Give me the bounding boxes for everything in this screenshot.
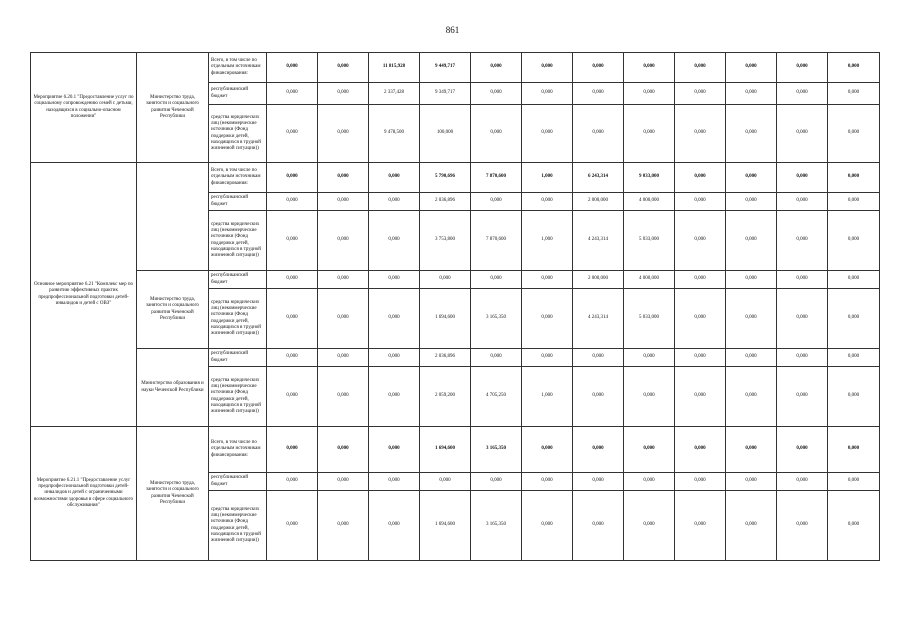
value-cell: 2 000,000 <box>573 193 624 211</box>
value-cell: 0,000 <box>369 367 420 427</box>
event-name-cell: Мероприятие 6.20.1 "Предоставление услуг по социальному сопровождению семей с детьми, находящихся в социально-опасном положении" <box>31 53 137 163</box>
responsible-cell: Министерство образования и науки Чеченской Республики <box>137 349 209 427</box>
value-cell: 0,000 <box>267 289 318 349</box>
value-cell: 0,000 <box>777 367 828 427</box>
value-cell: 0,000 <box>675 105 726 163</box>
value-cell: 0,000 <box>675 211 726 271</box>
value-cell: 0,000 <box>369 427 420 473</box>
value-cell: 0,000 <box>318 163 369 193</box>
value-cell: 0,000 <box>522 193 573 211</box>
responsible-cell: Министерство труда, занятости и социального развития Чеченской Республики <box>137 271 209 349</box>
value-cell: 4 000,000 <box>624 271 675 289</box>
value-cell: 3 753,800 <box>420 211 471 271</box>
funding-source-cell: Всего, в том числе по отдельным источникам финансирования: <box>209 53 267 83</box>
value-cell: 1 694,600 <box>420 427 471 473</box>
value-cell: 0,000 <box>522 271 573 289</box>
funding-source-cell: республиканский бюджет <box>209 473 267 491</box>
table-row <box>31 349 880 367</box>
value-cell: 9 349,717 <box>420 83 471 105</box>
value-cell: 0,000 <box>624 473 675 491</box>
value-cell: 1,000 <box>522 367 573 427</box>
value-cell: 0,000 <box>573 83 624 105</box>
value-cell: 0,000 <box>318 105 369 163</box>
value-cell: 0,000 <box>267 367 318 427</box>
value-cell: 0,000 <box>777 105 828 163</box>
value-cell: 0,000 <box>828 427 880 473</box>
page-number: 861 <box>445 25 460 35</box>
value-cell: 0,000 <box>777 211 828 271</box>
value-cell: 2 000,000 <box>573 271 624 289</box>
funding-source-cell: республиканский бюджет <box>209 349 267 367</box>
responsible-cell <box>137 163 209 271</box>
value-cell: 0,000 <box>828 53 880 83</box>
value-cell: 0,000 <box>267 163 318 193</box>
value-cell: 0,000 <box>318 53 369 83</box>
value-cell: 3 165,350 <box>471 427 522 473</box>
value-cell: 0,000 <box>522 427 573 473</box>
value-cell: 0,000 <box>726 349 777 367</box>
value-cell: 0,000 <box>471 271 522 289</box>
value-cell: 1,000 <box>522 163 573 193</box>
funding-source-cell: Всего, в том числе по отдельным источникам финансирования: <box>209 427 267 473</box>
budget-table <box>30 52 880 561</box>
value-cell: 0,000 <box>318 473 369 491</box>
funding-source-cell: средства юридических лиц (некоммерческие источники (Фонд поддержки детей, находящихся в трудной жизненной ситуации)) <box>209 289 267 349</box>
value-cell: 0,000 <box>369 473 420 491</box>
value-cell: 0,000 <box>522 53 573 83</box>
value-cell: 5 790,696 <box>420 163 471 193</box>
value-cell: 2 036,896 <box>420 193 471 211</box>
funding-source-cell: средства юридических лиц (некоммерческие источники (Фонд поддержки детей, находящихся в трудной жизненной ситуации)) <box>209 367 267 427</box>
value-cell: 100,000 <box>420 105 471 163</box>
value-cell: 5 033,000 <box>624 211 675 271</box>
value-cell: 4 000,000 <box>624 193 675 211</box>
value-cell: 0,000 <box>318 211 369 271</box>
value-cell: 0,000 <box>573 427 624 473</box>
value-cell: 0,000 <box>624 367 675 427</box>
value-cell: 0,000 <box>726 427 777 473</box>
value-cell: 0,000 <box>471 83 522 105</box>
value-cell: 0,000 <box>828 163 880 193</box>
value-cell: 0,000 <box>318 83 369 105</box>
value-cell: 0,000 <box>675 491 726 561</box>
value-cell: 0,000 <box>828 211 880 271</box>
funding-source-cell: республиканский бюджет <box>209 193 267 211</box>
value-cell: 0,000 <box>573 53 624 83</box>
value-cell: 0,000 <box>624 53 675 83</box>
value-cell: 0,000 <box>726 53 777 83</box>
value-cell: 0,000 <box>777 53 828 83</box>
value-cell: 0,000 <box>471 105 522 163</box>
value-cell: 0,000 <box>777 163 828 193</box>
value-cell: 9 478,500 <box>369 105 420 163</box>
event-name-cell: Основное мероприятие 6.21 "Комплекс мер по развитию эффективных практик предпрофессиональной подготовки детей-инвалидов и детей с ОВЗ" <box>31 163 137 427</box>
value-cell: 0,000 <box>726 105 777 163</box>
value-cell: 0,000 <box>726 367 777 427</box>
value-cell: 0,000 <box>675 367 726 427</box>
value-cell: 0,000 <box>828 289 880 349</box>
value-cell: 0,000 <box>573 367 624 427</box>
value-cell: 0,000 <box>675 289 726 349</box>
value-cell: 2 036,896 <box>420 349 471 367</box>
value-cell: 0,000 <box>522 83 573 105</box>
value-cell: 0,000 <box>318 491 369 561</box>
value-cell: 0,000 <box>777 271 828 289</box>
value-cell: 0,000 <box>726 193 777 211</box>
value-cell: 0,000 <box>573 491 624 561</box>
event-name-cell: Мероприятие 6.21.1 "Предоставление услуг предпрофессиональной подготовки детей-инвалидов и детей с ограниченными возможностями здоровья в сфере социального обслуживания" <box>31 427 137 561</box>
value-cell: 0,000 <box>318 271 369 289</box>
value-cell: 0,000 <box>267 211 318 271</box>
value-cell: 1 694,600 <box>420 289 471 349</box>
value-cell: 0,000 <box>828 83 880 105</box>
funding-source-cell: средства юридических лиц (некоммерческие источники (Фонд поддержки детей, находящихся в трудной жизненной ситуации)) <box>209 105 267 163</box>
value-cell: 0,000 <box>573 473 624 491</box>
value-cell: 0,000 <box>522 491 573 561</box>
value-cell: 0,000 <box>471 473 522 491</box>
value-cell: 0,000 <box>369 211 420 271</box>
value-cell: 0,000 <box>675 193 726 211</box>
value-cell: 0,000 <box>675 473 726 491</box>
value-cell: 0,000 <box>726 211 777 271</box>
value-cell: 0,000 <box>318 289 369 349</box>
value-cell: 0,000 <box>624 491 675 561</box>
value-cell: 0,000 <box>675 83 726 105</box>
value-cell: 0,000 <box>318 193 369 211</box>
value-cell: 7 870,600 <box>471 163 522 193</box>
value-cell: 0,000 <box>777 491 828 561</box>
value-cell: 3 165,350 <box>471 289 522 349</box>
value-cell: 1,000 <box>522 211 573 271</box>
value-cell: 0,000 <box>726 83 777 105</box>
value-cell: 0,000 <box>420 271 471 289</box>
value-cell: 0,000 <box>675 349 726 367</box>
value-cell: 0,000 <box>420 473 471 491</box>
value-cell: 0,000 <box>369 163 420 193</box>
value-cell: 0,000 <box>777 83 828 105</box>
value-cell: 0,000 <box>573 349 624 367</box>
value-cell: 0,000 <box>369 289 420 349</box>
value-cell: 0,000 <box>675 271 726 289</box>
value-cell: 0,000 <box>624 427 675 473</box>
value-cell: 0,000 <box>522 473 573 491</box>
value-cell: 0,000 <box>369 491 420 561</box>
value-cell: 0,000 <box>369 349 420 367</box>
responsible-cell: Министерство труда, занятости и социального развития Чеченской Республики <box>137 427 209 561</box>
value-cell: 0,000 <box>522 289 573 349</box>
value-cell: 0,000 <box>267 427 318 473</box>
funding-source-cell: Всего, в том числе по отдельным источникам финансирования: <box>209 163 267 193</box>
table-row <box>31 427 880 473</box>
value-cell: 0,000 <box>777 427 828 473</box>
value-cell: 0,000 <box>318 427 369 473</box>
funding-source-cell: республиканский бюджет <box>209 83 267 105</box>
value-cell: 0,000 <box>828 473 880 491</box>
value-cell: 0,000 <box>267 473 318 491</box>
value-cell: 0,000 <box>726 163 777 193</box>
funding-source-cell: средства юридических лиц (некоммерческие источники (Фонд поддержки детей, находящихся в трудной жизненной ситуации)) <box>209 491 267 561</box>
funding-source-cell: средства юридических лиц (некоммерческие источники (Фонд поддержки детей, находящихся в трудной жизненной ситуации)) <box>209 211 267 271</box>
value-cell: 4 243,314 <box>573 289 624 349</box>
value-cell: 2 337,428 <box>369 83 420 105</box>
value-cell: 0,000 <box>675 53 726 83</box>
value-cell: 0,000 <box>828 193 880 211</box>
value-cell: 0,000 <box>777 473 828 491</box>
value-cell: 0,000 <box>369 271 420 289</box>
value-cell: 0,000 <box>573 105 624 163</box>
value-cell: 0,000 <box>318 349 369 367</box>
value-cell: 9 033,000 <box>624 163 675 193</box>
table-row <box>31 53 880 83</box>
value-cell: 0,000 <box>726 271 777 289</box>
value-cell: 0,000 <box>267 349 318 367</box>
value-cell: 0,000 <box>624 349 675 367</box>
value-cell: 6 243,314 <box>573 163 624 193</box>
value-cell: 1 694,600 <box>420 491 471 561</box>
value-cell: 0,000 <box>828 105 880 163</box>
value-cell: 11 815,928 <box>369 53 420 83</box>
value-cell: 0,000 <box>675 163 726 193</box>
value-cell: 0,000 <box>318 367 369 427</box>
value-cell: 5 033,000 <box>624 289 675 349</box>
value-cell: 0,000 <box>471 193 522 211</box>
value-cell: 0,000 <box>726 289 777 349</box>
table-body <box>31 53 880 561</box>
value-cell: 9 449,717 <box>420 53 471 83</box>
value-cell: 0,000 <box>471 349 522 367</box>
funding-source-cell: республиканский бюджет <box>209 271 267 289</box>
value-cell: 0,000 <box>828 367 880 427</box>
value-cell: 0,000 <box>522 349 573 367</box>
value-cell: 0,000 <box>369 193 420 211</box>
responsible-cell: Министерство труда, занятости и социального развития Чеченской Республики <box>137 53 209 163</box>
value-cell: 7 870,600 <box>471 211 522 271</box>
value-cell: 0,000 <box>624 105 675 163</box>
value-cell: 3 165,350 <box>471 491 522 561</box>
value-cell: 4 243,314 <box>573 211 624 271</box>
value-cell: 0,000 <box>777 193 828 211</box>
value-cell: 0,000 <box>267 193 318 211</box>
value-cell: 0,000 <box>726 491 777 561</box>
value-cell: 0,000 <box>471 53 522 83</box>
value-cell: 0,000 <box>828 271 880 289</box>
value-cell: 0,000 <box>267 105 318 163</box>
value-cell: 4 705,250 <box>471 367 522 427</box>
value-cell: 2 059,200 <box>420 367 471 427</box>
value-cell: 0,000 <box>522 105 573 163</box>
value-cell: 0,000 <box>777 289 828 349</box>
value-cell: 0,000 <box>267 53 318 83</box>
table-row <box>31 271 880 289</box>
value-cell: 0,000 <box>267 491 318 561</box>
value-cell: 0,000 <box>828 349 880 367</box>
value-cell: 0,000 <box>267 271 318 289</box>
value-cell: 0,000 <box>726 473 777 491</box>
table-row <box>31 163 880 193</box>
value-cell: 0,000 <box>777 349 828 367</box>
value-cell: 0,000 <box>828 491 880 561</box>
value-cell: 0,000 <box>624 83 675 105</box>
value-cell: 0,000 <box>675 427 726 473</box>
value-cell: 0,000 <box>267 83 318 105</box>
